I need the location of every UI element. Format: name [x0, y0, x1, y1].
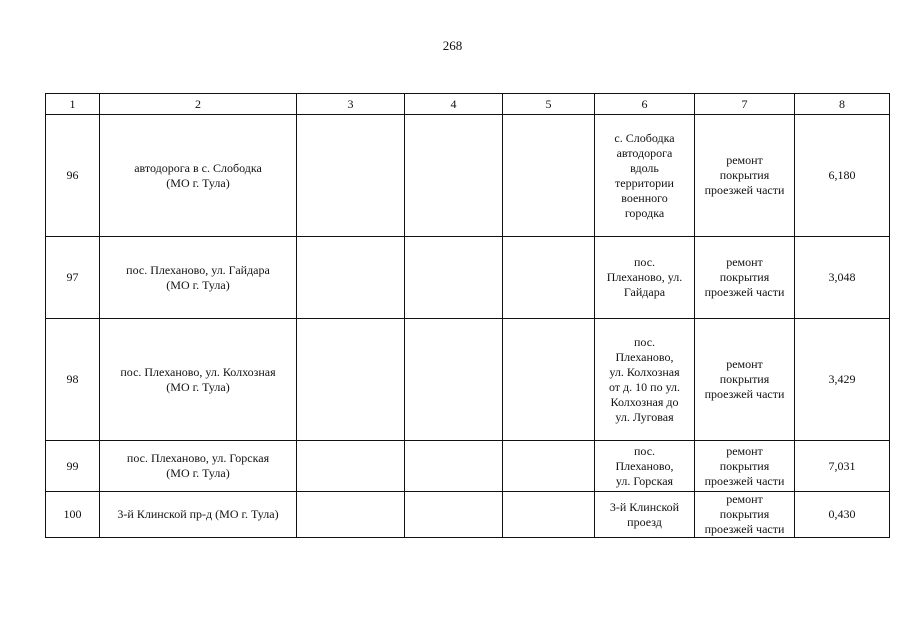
location-cell [595, 319, 695, 441]
length-cell: 0,430 [795, 492, 890, 538]
header-col-1: 1 [46, 94, 100, 115]
row-number: 99 [46, 441, 100, 492]
location-text: с. Слободка автодорога вдоль территории военного городка [614, 130, 675, 220]
location-cell [595, 441, 695, 492]
work-type-cell [695, 492, 795, 538]
length-cell: 3,429 [795, 319, 890, 441]
road-name: автодорога в с. Слободка (МО г. Тула) [134, 160, 262, 190]
road-name-cell [100, 237, 297, 319]
table-row [46, 441, 890, 492]
empty-cell-5 [503, 319, 595, 441]
location-cell [595, 115, 695, 237]
road-repair-table [45, 93, 890, 538]
location-text: пос. Плеханово, ул. Колхозная от д. 10 по ул. Колхозная до ул. Луговая [608, 334, 681, 424]
row-number: 100 [46, 492, 100, 538]
work-type-text: ремонт покрытия проезжей части [704, 153, 785, 197]
header-col-5: 5 [503, 94, 595, 115]
length-cell: 3,048 [795, 237, 890, 319]
table-row [46, 115, 890, 237]
empty-cell-5 [503, 441, 595, 492]
road-name: 3-й Клинской пр-д (МО г. Тула) [117, 507, 279, 521]
length-cell: 7,031 [795, 441, 890, 492]
work-type-cell [695, 237, 795, 319]
empty-cell-3 [297, 492, 405, 538]
work-type-cell [695, 441, 795, 492]
location-text: 3-й Клинской проезд [609, 499, 680, 529]
road-name-cell [100, 492, 297, 538]
work-type-text: ремонт покрытия проезжей части [704, 255, 785, 299]
work-type-text: ремонт покрытия проезжей части [704, 492, 785, 536]
empty-cell-4 [405, 492, 503, 538]
header-col-2: 2 [100, 94, 297, 115]
location-text: пос. Плеханово, ул. Гайдара [606, 255, 683, 299]
row-number: 97 [46, 237, 100, 319]
table-header-row [46, 94, 890, 115]
table-row [46, 492, 890, 538]
header-col-3: 3 [297, 94, 405, 115]
road-name: пос. Плеханово, ул. Колхозная (МО г. Тула) [120, 364, 276, 394]
road-name-cell [100, 115, 297, 237]
empty-cell-5 [503, 115, 595, 237]
row-number: 98 [46, 319, 100, 441]
table-row [46, 237, 890, 319]
table-row [46, 319, 890, 441]
empty-cell-4 [405, 237, 503, 319]
work-type-text: ремонт покрытия проезжей части [704, 443, 785, 488]
empty-cell-3 [297, 441, 405, 492]
location-cell [595, 237, 695, 319]
empty-cell-3 [297, 115, 405, 237]
length-cell: 6,180 [795, 115, 890, 237]
road-name-cell [100, 319, 297, 441]
empty-cell-3 [297, 319, 405, 441]
empty-cell-4 [405, 319, 503, 441]
work-type-text: ремонт покрытия проезжей части [704, 357, 785, 401]
location-text: пос. Плеханово, ул. Горская [615, 443, 674, 488]
header-col-7: 7 [695, 94, 795, 115]
row-number: 96 [46, 115, 100, 237]
header-col-8: 8 [795, 94, 890, 115]
empty-cell-4 [405, 115, 503, 237]
empty-cell-4 [405, 441, 503, 492]
header-col-6: 6 [595, 94, 695, 115]
empty-cell-5 [503, 237, 595, 319]
road-name: пос. Плеханово, ул. Гайдара (МО г. Тула) [126, 262, 270, 292]
page-number: 268 [442, 38, 463, 53]
empty-cell-5 [503, 492, 595, 538]
road-name-cell [100, 441, 297, 492]
road-name: пос. Плеханово, ул. Горская (МО г. Тула) [126, 451, 270, 480]
work-type-cell [695, 319, 795, 441]
work-type-cell [695, 115, 795, 237]
header-col-4: 4 [405, 94, 503, 115]
empty-cell-3 [297, 237, 405, 319]
location-cell [595, 492, 695, 538]
